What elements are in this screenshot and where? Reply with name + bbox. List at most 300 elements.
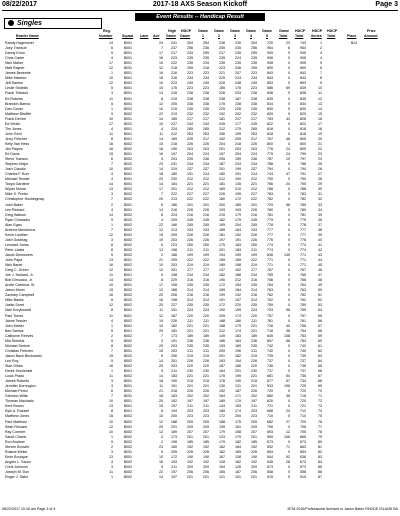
cell-game-2: 195 — [219, 424, 225, 429]
cell-hdcp-game: 223 — [187, 71, 193, 76]
cell-game-1: 224 — [203, 152, 209, 157]
cell-hdcp-game: 211 — [187, 348, 193, 353]
cell-hdcp-total: 794 — [300, 167, 306, 172]
cell-squad: $001 — [124, 96, 132, 101]
cell-game-4: 226 — [251, 232, 257, 237]
cell-squad: $002 — [124, 429, 132, 434]
cell-game-4: 219 — [251, 353, 257, 358]
cell-squad: $002 — [124, 293, 132, 298]
cell-game-total: 46 — [286, 136, 290, 141]
cell-game-2: 187 — [219, 162, 225, 167]
cell-squad: $001 — [124, 409, 132, 414]
cell-squad: $001 — [124, 116, 132, 121]
cell-game-total: 9 — [288, 51, 290, 56]
cell-ave: 18 — [159, 76, 163, 81]
cell-hdcp-series: 24 — [318, 157, 322, 162]
cell-game-3: 154 — [235, 358, 241, 363]
cell-hdcp-series: 37 — [318, 222, 322, 227]
cell-game-2: 225 — [219, 106, 225, 111]
cell-game-5: 767 — [267, 268, 273, 273]
cell-game-total: 0 — [288, 475, 290, 480]
bowler-name: Josh Golartag — [5, 237, 28, 242]
cell-game-total: 0 — [288, 91, 290, 96]
cell-squad: $002 — [124, 343, 132, 348]
cell-game-5: 774 — [267, 247, 273, 252]
col-bowler-name: Bowler Name — [16, 34, 39, 38]
cell-reg-number: 3 — [111, 379, 113, 384]
cell-game-1: 233 — [203, 227, 209, 232]
cell-hdcp-game: 245 — [187, 217, 193, 222]
cell-game-5: 829 — [267, 111, 273, 116]
cell-game-total: 0 — [288, 131, 290, 136]
cell-high-game: 197 — [171, 152, 177, 157]
cell-reg-number: 2 — [111, 333, 113, 338]
cell-hdcp-total: 673 — [300, 439, 306, 444]
bowler-name: Paul Martinez — [5, 419, 27, 424]
cell-ave: 3 — [161, 338, 163, 343]
cell-hdcp-total: 718 — [300, 394, 306, 399]
cell-reg-number: 11 — [109, 273, 113, 278]
cell-game-2: 168 — [219, 323, 225, 328]
cell-game-5: 786 — [267, 162, 273, 167]
cell-game-3: 171 — [235, 394, 241, 399]
cell-hdcp-series: 20 — [318, 136, 322, 141]
cell-hdcp-series: 4 — [320, 56, 322, 61]
cell-reg-number: 4 — [111, 126, 113, 131]
cell-game-3: 162 — [235, 268, 241, 273]
cell-game-5: 744 — [267, 172, 273, 177]
cell-hdcp-total: 906 — [300, 56, 306, 61]
cell-game-5: 767 — [267, 136, 273, 141]
cell-game-4: 235 — [251, 61, 257, 66]
cell-high-game: 216 — [171, 207, 177, 212]
bowler-name: John Papa — [5, 258, 23, 263]
cell-hdcp-series: 30 — [318, 187, 322, 192]
cell-game-1: 216 — [203, 212, 209, 217]
cell-hdcp-game: 221 — [187, 374, 193, 379]
cell-hdcp-game: 235 — [187, 303, 193, 308]
cell-hdcp-game: 207 — [187, 429, 193, 434]
cell-game-4: 199 — [251, 252, 257, 257]
cell-game-5: 838 — [267, 91, 273, 96]
cell-hdcp-total: 761 — [300, 318, 306, 323]
cell-hdcp-total: 782 — [300, 197, 306, 202]
cell-hdcp-total: 739 — [300, 353, 306, 358]
cell-hdcp-total: 740 — [300, 348, 306, 353]
cell-hdcp-game: 215 — [187, 379, 193, 384]
cell-game-total: 0 — [288, 364, 290, 368]
cell-game-1: 224 — [203, 308, 209, 313]
cell-high-game: 218 — [171, 66, 177, 71]
cell-hdcp-total: 710 — [300, 414, 306, 419]
cell-hdcp-series: 18 — [318, 126, 322, 131]
cell-ave: 8 — [161, 409, 163, 414]
cell-game-total: 0 — [288, 288, 290, 293]
cell-game-3: 210 — [235, 187, 241, 192]
cell-game-1: 218 — [203, 66, 209, 71]
cell-ave: 22 — [159, 222, 163, 227]
cell-hdcp-total: 762 — [300, 298, 306, 303]
cell-hdcp-game: 212 — [187, 187, 193, 192]
cell-game-3: 138 — [235, 454, 241, 459]
col-squad: Squad — [122, 34, 133, 38]
cell-game-4: 221 — [251, 323, 257, 328]
cell-game-total: 40 — [286, 323, 290, 328]
cell-hdcp-game: 221 — [187, 323, 193, 328]
cell-game-3: 175 — [235, 126, 241, 131]
cell-reg-number: 3 — [111, 464, 113, 469]
cell-game-3: 204 — [235, 152, 241, 157]
cell-hdcp-game: 203 — [187, 146, 193, 151]
cell-squad: $001 — [124, 126, 132, 131]
cell-game-4: 203 — [251, 409, 257, 414]
cell-game-total: 0 — [288, 449, 290, 454]
cell-ave: 10 — [159, 61, 163, 66]
cell-game-3: 238 — [235, 101, 241, 106]
cell-game-4: 246 — [251, 157, 257, 162]
cell-game-4: 237 — [251, 167, 257, 172]
cell-game-1: 216 — [203, 278, 209, 283]
cell-high-game: 218 — [171, 91, 177, 96]
cell-game-2: 182 — [219, 217, 225, 222]
cell-high-game: 180 — [171, 172, 177, 177]
cell-game-total: 71 — [286, 444, 290, 449]
bowler-name: Mia Stolekis — [5, 338, 25, 343]
cell-game-total: 0 — [288, 222, 290, 227]
cell-game-3: 187 — [235, 96, 241, 101]
cell-game-4: 209 — [251, 424, 257, 429]
cell-game-4: 203 — [251, 146, 257, 151]
cell-game-1: 219 — [203, 263, 209, 268]
bowler-name: Greg Watson — [5, 212, 27, 217]
cell-hdcp-total: 785 — [300, 202, 306, 207]
cell-game-4: 222 — [251, 197, 257, 202]
cell-hdcp-game: 204 — [187, 152, 193, 157]
cell-hdcp-series: 14 — [318, 106, 322, 111]
cell-reg-number: 7 — [111, 394, 113, 399]
bowler-name: Tanya Gardiner — [5, 182, 30, 187]
cell-hdcp-total: 826 — [300, 116, 306, 121]
cell-high-game: 189 — [171, 429, 177, 434]
cell-hdcp-series: 12 — [318, 96, 322, 101]
page-footer — [2, 507, 398, 515]
cell-game-1: 203 — [203, 146, 209, 151]
bowler-name: Sandi Chavis — [5, 434, 27, 439]
cell-hdcp-series: 38 — [318, 227, 322, 232]
cell-high-game: 186 — [171, 222, 177, 227]
cell-reg-number: 8 — [111, 247, 113, 252]
cell-ave: 14 — [159, 182, 163, 187]
cell-squad: $001 — [124, 268, 132, 273]
cell-game-5: 835 — [267, 96, 273, 101]
cell-squad: $002 — [124, 419, 132, 424]
cell-game-4: 206 — [251, 469, 257, 474]
bowler-name: Jennifer Dorrington — [5, 384, 36, 389]
cell-game-4: 211 — [251, 348, 257, 353]
cell-reg-number: 14 — [109, 41, 113, 45]
bowler-name: Josh Martel — [5, 323, 24, 328]
col-hdcp-total2-2: Total — [327, 34, 336, 38]
cell-game-5: 716 — [267, 323, 273, 328]
cell-high-game: 197 — [171, 404, 177, 409]
cell-ave: 20 — [159, 177, 163, 182]
cell-game-1: 249 — [203, 81, 209, 86]
cell-high-game: 203 — [171, 263, 177, 268]
cell-hdcp-total: 673 — [300, 459, 306, 464]
cell-game-2: 204 — [219, 141, 225, 146]
cell-game-2: 191 — [219, 298, 225, 303]
cell-game-3: 189 — [235, 258, 241, 263]
bowler-name: Kevin Lowther — [5, 232, 28, 237]
cell-ave: 20 — [159, 293, 163, 298]
cell-hdcp-total: 558 — [300, 469, 306, 474]
cell-high-game: 237 — [171, 46, 177, 51]
cell-game-2: 185 — [219, 409, 225, 414]
cell-hdcp-total: 742 — [300, 343, 306, 348]
cell-game-total: 24 — [286, 182, 290, 187]
cell-squad: $002 — [124, 242, 132, 247]
cell-squad: $001 — [124, 449, 132, 454]
col-reg-1: Reg. — [103, 29, 111, 33]
cell-ave: 20 — [159, 197, 163, 202]
cell-game-5: 954 — [267, 46, 273, 51]
cell-game-1: 238 — [203, 101, 209, 106]
cell-game-5: 761 — [267, 318, 273, 323]
cell-game-total: 0 — [288, 237, 290, 242]
cell-high-game: 213 — [171, 227, 177, 232]
cell-hdcp-game: 236 — [187, 338, 193, 343]
cell-high-game: 223 — [171, 242, 177, 247]
cell-game-1: 211 — [203, 247, 209, 252]
cell-game-total: 0 — [288, 121, 290, 126]
cell-game-2: 185 — [219, 86, 225, 91]
cell-reg-number: 11 — [109, 469, 113, 474]
cell-game-2: 167 — [219, 454, 225, 459]
cell-game-4: 209 — [251, 464, 257, 469]
cell-ave: 7 — [161, 46, 163, 51]
cell-reg-number: 3 — [111, 237, 113, 242]
cell-reg-number: 3 — [111, 91, 113, 96]
bowler-name: Ray Cormier — [5, 429, 26, 434]
cell-game-5: 949 — [267, 51, 273, 56]
results-banner: Event Results -- Handicap Result — [135, 13, 265, 21]
cell-game-total: 56 — [286, 308, 290, 313]
cell-game-1: 214 — [203, 288, 209, 293]
cell-high-game: 151 — [171, 384, 177, 389]
cell-hdcp-series: 10 — [318, 86, 322, 91]
cell-game-3: 182 — [235, 439, 241, 444]
cell-game-total: 69 — [286, 86, 290, 91]
cell-reg-number: 8 — [111, 136, 113, 141]
cell-game-1: 254 — [203, 41, 209, 45]
cell-ave: 11 — [159, 131, 163, 136]
cell-reg-number: 14 — [109, 212, 113, 217]
cell-game-1: 226 — [203, 389, 209, 394]
cell-game-1: 223 — [203, 71, 209, 76]
cell-game-2: 205 — [219, 157, 225, 162]
bowler-name: Angelo L. Sauro — [5, 459, 31, 464]
cell-hdcp-total: 781 — [300, 212, 306, 217]
cell-high-game: 201 — [171, 268, 177, 273]
cell-squad: $001 — [124, 323, 132, 328]
cell-game-1: 220 — [203, 364, 209, 368]
cell-hdcp-game: 235 — [187, 61, 193, 66]
cell-game-3: 179 — [235, 212, 241, 217]
cell-high-game: 198 — [171, 439, 177, 444]
cell-reg-number: 15 — [109, 414, 113, 419]
cell-reg-number: 3 — [111, 192, 113, 197]
cell-hdcp-series: 48 — [318, 278, 322, 283]
cell-squad: $001 — [124, 399, 132, 404]
cell-hdcp-series: 68 — [318, 379, 322, 384]
cell-squad: $002 — [124, 303, 132, 308]
cell-game-5: 620 — [267, 399, 273, 404]
cell-game-2: 196 — [219, 131, 225, 136]
cell-hdcp-total: 753 — [300, 338, 306, 343]
cell-game-2: 182 — [219, 444, 225, 449]
cell-game-5: 688 — [267, 409, 273, 414]
cell-high-game: 203 — [171, 157, 177, 162]
cell-game-4: 235 — [251, 283, 257, 288]
cell-squad: $002 — [124, 459, 132, 464]
cell-hdcp-total: 756 — [300, 323, 306, 328]
bowler-name: Joey Transue — [5, 46, 27, 51]
cell-hdcp-series: 7 — [320, 71, 322, 76]
cell-reg-number: 5 — [111, 252, 113, 257]
cell-game-3: 183 — [235, 247, 241, 252]
cell-reg-number: 1 — [111, 222, 113, 227]
cell-hdcp-total: 797 — [300, 157, 306, 162]
cell-ave: 14 — [159, 136, 163, 141]
page-header — [2, 1, 398, 10]
cell-hdcp-game: 223 — [187, 86, 193, 91]
cell-squad: $002 — [124, 434, 132, 439]
cell-hdcp-game: 185 — [187, 439, 193, 444]
cell-game-5: 775 — [267, 152, 273, 157]
cell-hdcp-game: 201 — [187, 475, 193, 480]
bowler-name: Kyle A. Russell — [5, 409, 29, 414]
cell-squad: $002 — [124, 358, 132, 363]
bowler-name: Sean Richard — [5, 424, 27, 429]
cell-high-game: 191 — [171, 338, 177, 343]
cell-squad: $002 — [124, 237, 132, 242]
bowler-name: Jaime Tessier — [5, 318, 27, 323]
cell-ave: 10 — [159, 454, 163, 459]
cell-hdcp-game: 226 — [187, 389, 193, 394]
col-hdcp-series-1: HDCP — [312, 29, 323, 33]
cell-high-game: 191 — [171, 308, 177, 313]
cell-game-2: 226 — [219, 192, 225, 197]
cell-hdcp-game: 235 — [187, 343, 193, 348]
cell-game-1: 217 — [203, 116, 209, 121]
cell-game-1: 244 — [203, 121, 209, 126]
cell-hdcp-total: 805 — [300, 136, 306, 141]
cell-game-total: 10 — [286, 157, 290, 162]
cell-ave: 2 — [161, 252, 163, 257]
results-table — [0, 41, 400, 480]
cell-ave: 16 — [159, 71, 163, 76]
cell-game-5: 737 — [267, 369, 273, 374]
cell-game-1: 197 — [203, 399, 209, 404]
cell-high-game: 230 — [171, 177, 177, 182]
cell-game-4: 201 — [251, 202, 257, 207]
cell-high-game: 201 — [171, 187, 177, 192]
cell-game-1: 201 — [203, 434, 209, 439]
cell-hdcp-game: 192 — [187, 444, 193, 449]
cell-high-game: 183 — [171, 394, 177, 399]
cell-hdcp-series: 17 — [318, 121, 322, 126]
cell-hdcp-total: 654 — [300, 449, 306, 454]
cell-hdcp-game: 211 — [187, 404, 193, 409]
cell-hdcp-game: 222 — [187, 197, 193, 202]
cell-hdcp-total: 729 — [300, 384, 306, 389]
cell-hdcp-game: 234 — [187, 76, 193, 81]
cell-game-4: 211 — [251, 318, 257, 323]
cell-game-1: 235 — [203, 343, 209, 348]
cell-hdcp-total: 705 — [300, 429, 306, 434]
cell-game-3: 192 — [235, 293, 241, 298]
cell-game-5: 703 — [267, 308, 273, 313]
bowler-name: Charles F. Burr — [5, 172, 29, 177]
bowler-name: Roger J. Sabo — [5, 475, 28, 480]
cell-game-3: 235 — [235, 61, 241, 66]
cell-hdcp-series: 46 — [318, 268, 322, 273]
bowler-name: Leo Roy — [5, 358, 19, 363]
cell-high-game: 198 — [171, 283, 177, 288]
cell-game-5: 645 — [267, 333, 273, 338]
cell-game-total: 12 — [286, 429, 290, 434]
cell-squad: $001 — [124, 66, 132, 71]
cell-game-4: 245 — [251, 217, 257, 222]
cell-hdcp-total: 720 — [300, 399, 306, 404]
cell-ave: 10 — [159, 414, 163, 419]
bowler-name: Brandon Barros — [5, 101, 31, 106]
cell-game-2: 181 — [219, 232, 225, 237]
cell-game-total: 0 — [288, 389, 290, 394]
cell-ave: 23 — [159, 162, 163, 167]
cell-reg-number: 10 — [109, 429, 113, 434]
cell-game-1: 211 — [203, 404, 209, 409]
cell-game-1: 277 — [203, 268, 209, 273]
cell-ave: 12 — [159, 268, 163, 273]
bowler-name: Jeff Santos — [5, 81, 23, 86]
cell-game-5: 681 — [267, 374, 273, 379]
bowler-name: Michael Tessier — [5, 177, 30, 182]
cell-game-5: 693 — [267, 429, 273, 434]
cell-game-3: 230 — [235, 41, 241, 45]
cell-squad: $001 — [124, 172, 132, 177]
bowling-ball-icon — [8, 20, 14, 26]
cell-ave: 20 — [159, 343, 163, 348]
cell-hdcp-total: 753 — [300, 333, 306, 338]
cell-game-2: 209 — [219, 348, 225, 353]
cell-hdcp-series: 32 — [318, 197, 322, 202]
cell-reg-number: 15 — [109, 288, 113, 293]
cell-hdcp-total: 800 — [300, 146, 306, 151]
cell-game-5: 763 — [267, 288, 273, 293]
cell-ave: 3 — [161, 434, 163, 439]
cell-ave: 18 — [159, 172, 163, 177]
cell-reg-number: 5 — [111, 338, 113, 343]
cell-hdcp-total: 777 — [300, 227, 306, 232]
bowler-name: Jim Paquin — [5, 146, 23, 151]
cell-hdcp-series: 82 — [318, 449, 322, 454]
cell-game-4: 227 — [251, 192, 257, 197]
cell-high-game: 224 — [171, 126, 177, 131]
cell-hdcp-series: 84 — [318, 459, 322, 464]
cell-game-2: 189 — [219, 288, 225, 293]
cell-game-2: 226 — [219, 81, 225, 86]
